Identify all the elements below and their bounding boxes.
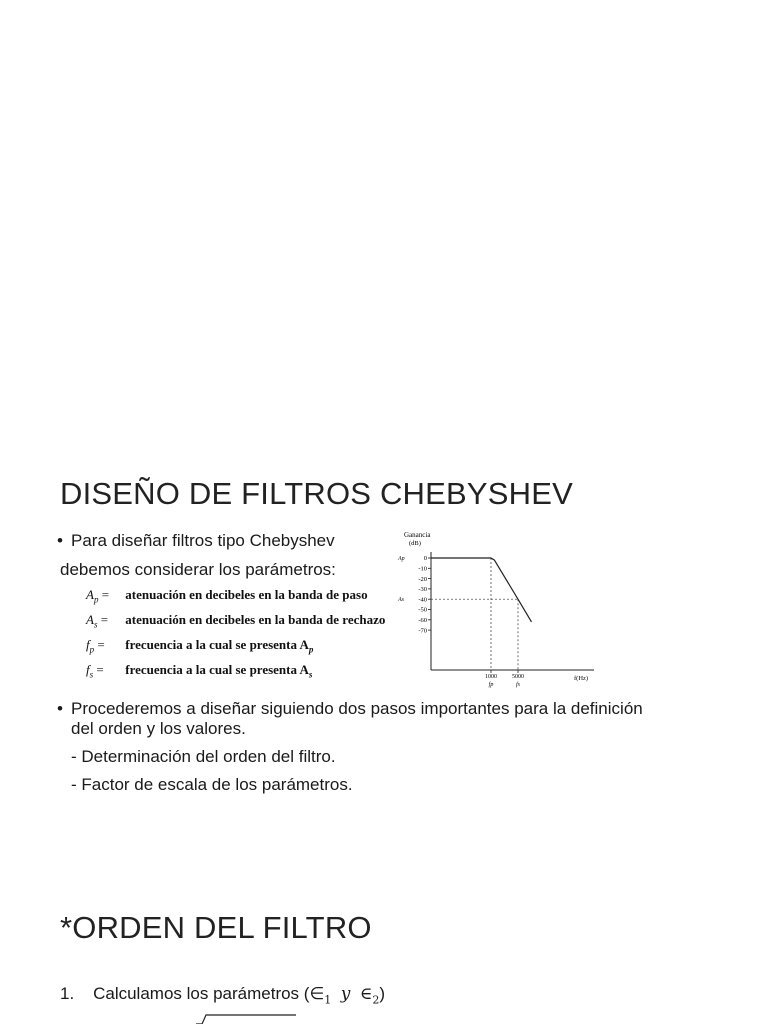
chart-series xyxy=(431,558,532,622)
param-description: frecuencia a la cual se presenta $A_p$ xyxy=(125,637,314,655)
item-number: 1. xyxy=(60,984,75,1003)
close-paren: ) xyxy=(379,984,386,1003)
chart-yunit: (dB) xyxy=(409,540,421,547)
chart-axes xyxy=(431,552,594,670)
param-symbol: $A_s$ = xyxy=(86,612,109,630)
chart-xtick-sublabel: fp xyxy=(488,682,494,688)
chart-xticks xyxy=(485,670,524,688)
conjunction-y: y xyxy=(340,984,351,1004)
item-text: Calculamos los parámetros (∈ xyxy=(93,984,325,1003)
param-symbol: $A_p$ = xyxy=(86,587,110,605)
bullet-1-line-2: debemos considerar los parámetros: xyxy=(60,560,336,579)
chart-xlabel: f(Hz) xyxy=(574,675,589,682)
chart-ytick-label: -10 xyxy=(418,565,427,573)
bullet-icon: • xyxy=(57,699,63,718)
bullet-2-text: Procederemos a diseñar siguiendo dos pasos importantes para la definición xyxy=(71,699,643,718)
chart-ytick-label: 0 xyxy=(423,555,427,563)
section-title: *ORDEN DEL FILTRO xyxy=(60,910,372,945)
eps2-symbol: ∈ xyxy=(359,984,373,1004)
chart-ytick-label: -70 xyxy=(418,627,427,635)
eps2-subscript: 2 xyxy=(372,993,380,1007)
bullet-2-line-1 xyxy=(57,698,643,719)
bullet-icon: • xyxy=(57,531,63,550)
chart-xtick-label: 1000 xyxy=(485,674,497,680)
param-symbol: $f_p$ = xyxy=(86,637,105,655)
chart-xtick-label: 5000 xyxy=(512,674,524,680)
chart-xtick-sublabel: fs xyxy=(515,682,521,688)
eps1-subscript: 1 xyxy=(324,993,332,1007)
bullet-1-line-1 xyxy=(57,530,335,551)
bullet-2-line-2: del orden y los valores. xyxy=(71,719,246,738)
chart-ytick-label: -50 xyxy=(418,606,427,614)
sub-item-2: - Factor de escala de los parámetros. xyxy=(71,775,353,794)
chart-series-line xyxy=(431,558,532,622)
chart-ytick-label: -30 xyxy=(418,586,427,594)
numbered-item-1 xyxy=(60,983,385,1010)
chart-ytick-label: -60 xyxy=(418,617,427,624)
chart-yticks xyxy=(397,555,431,634)
chart-guides xyxy=(431,558,518,670)
param-row-ap xyxy=(86,587,368,605)
param-row-fs xyxy=(86,662,312,680)
chart-ytick-label: -40 xyxy=(418,596,427,604)
chart-y-marker-label: As xyxy=(398,597,404,604)
chebyshev-response-chart xyxy=(394,528,602,694)
chart-y-marker-label: Ap xyxy=(398,556,405,562)
chart-ytick-label: -20 xyxy=(418,575,427,583)
bullet-1-text: Para diseñar filtros tipo Chebyshev xyxy=(71,531,335,550)
slide-title: DISEÑO DE FILTROS CHEBYSHEV xyxy=(60,476,573,511)
param-description: atenuación en decibeles en la banda de rechazo xyxy=(125,612,386,627)
param-symbol: $f_s$ = xyxy=(86,662,104,680)
chart-ylabel: Ganancia xyxy=(404,531,431,539)
param-row-as xyxy=(86,612,385,630)
param-description: frecuencia a la cual se presenta $A_s$ xyxy=(125,662,313,680)
param-row-fp xyxy=(86,637,313,655)
sub-item-1: - Determinación del orden del filtro. xyxy=(71,747,336,766)
param-description: atenuación en decibeles en la banda de paso xyxy=(125,587,368,602)
formula-sqrt-partial xyxy=(196,1012,306,1024)
